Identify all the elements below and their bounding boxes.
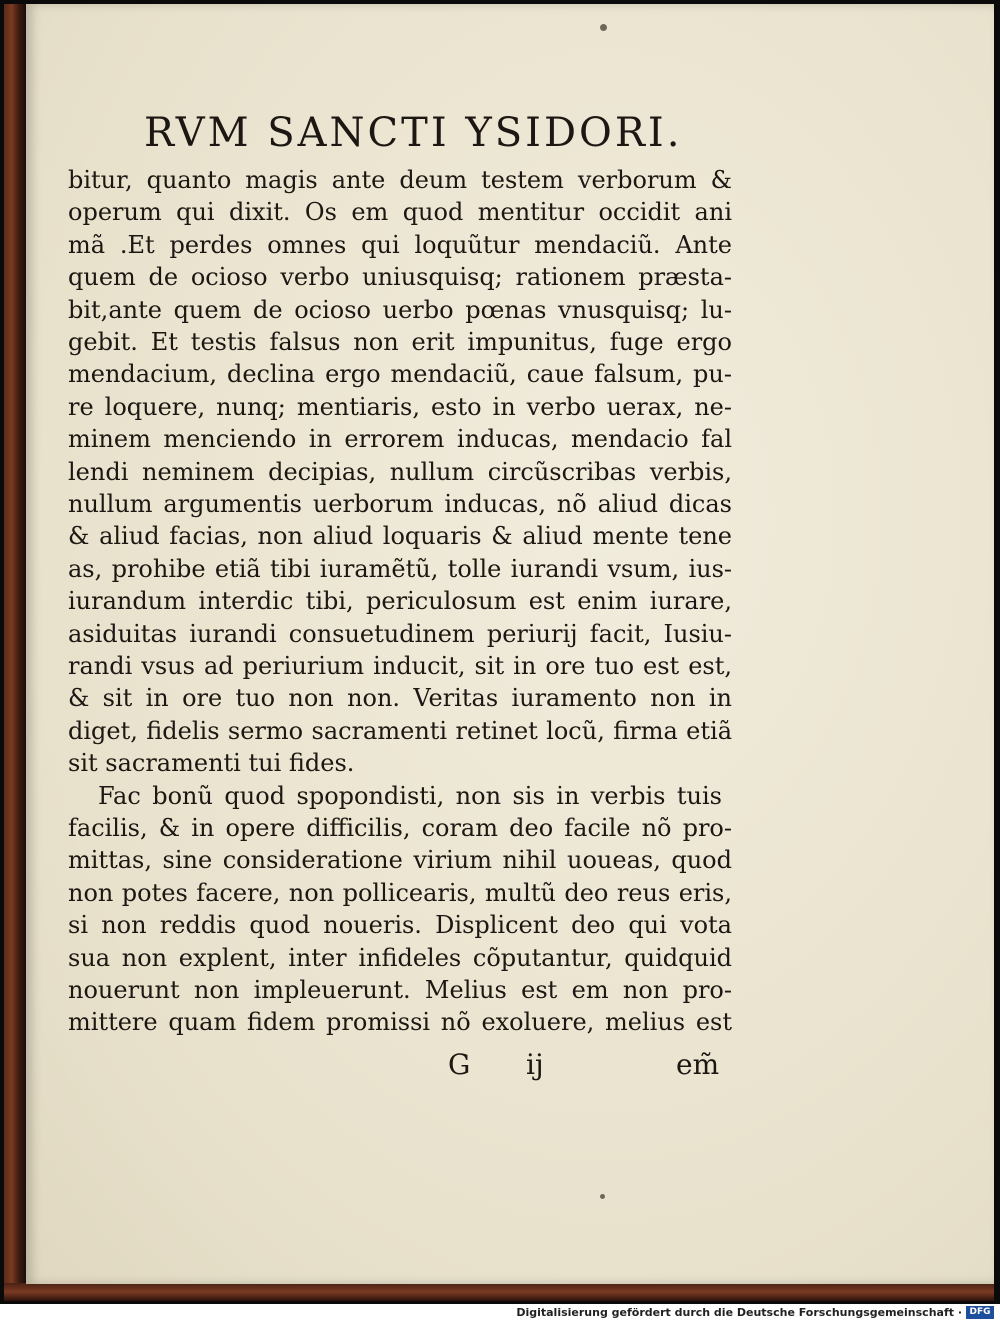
text-line: bit,ante quem de ocioso uerbo pœnas vnusquisq; lu- <box>68 295 732 324</box>
text-line: as, prohibe etiã tibi iuramẽtũ, tolle iurandi vsum, ius- <box>68 554 732 583</box>
text-line: mittere quam fidem promissi nõ exoluere, melius est <box>68 1008 732 1037</box>
paper-speck <box>600 24 607 31</box>
book-spine-edge <box>4 4 26 1300</box>
text-line: minem menciendo in errorem inducas, mendacio fal <box>68 425 732 454</box>
text-line: re loquere, nunq; mentiaris, esto in verbo uerax, ne- <box>68 392 732 421</box>
text-line: nullum argumentis uerborum inducas, nõ aliud dicas <box>68 490 732 518</box>
text-line: iurandum interdic tibi, periculosum est enim iurare, <box>68 587 732 616</box>
funding-credit: Digitalisierung gefördert durch die Deutsche Forschungsgemeinschaft · <box>516 1306 962 1319</box>
text-line: mã .Et perdes omnes qui loquũtur mendaciũ. Ante <box>68 230 732 259</box>
text-line: gebit. Et testis falsus non erit impunitus, fuge ergo <box>68 328 732 356</box>
running-head: RVM SANCTI YSIDORI. <box>144 110 683 156</box>
text-line: Fac bonũ quod spopondisti, non sis in verbis tuis <box>98 781 722 810</box>
paper-speck <box>600 1194 605 1199</box>
text-line: facilis, & in opere difficilis, coram deo facile nõ pro- <box>68 814 732 842</box>
text-line: lendi neminem decipias, nullum circũscribas verbis, <box>68 457 732 486</box>
text-line: sit sacramenti tui fides. <box>68 749 355 778</box>
text-line: sua non explent, inter infideles cõputantur, quidquid <box>68 943 732 972</box>
dfg-logo-icon: DFG <box>966 1306 994 1319</box>
text-line: non potes facere, non pollicearis, multũ deo reus eris, <box>68 878 732 907</box>
signature-number: ij <box>526 1048 544 1081</box>
text-line: mendacium, declina ergo mendaciũ, caue falsum, pu- <box>68 360 732 389</box>
text-line: bitur, quanto magis ante deum testem verborum & <box>68 166 732 194</box>
book-bottom-edge <box>4 1283 994 1301</box>
text-line: nouerunt non impleuerunt. Melius est em non pro- <box>68 976 732 1004</box>
text-line: & aliud facias, non aliud loquaris & aliud mente tene <box>68 522 732 551</box>
text-line: operum qui dixit. Os em quod mentitur occidit ani <box>68 198 732 227</box>
catchword: em̃ <box>676 1048 720 1081</box>
text-line: randi vsus ad periurium inducit, sit in ore tuo est est, <box>68 652 732 680</box>
text-line: asiduitas iurandi consuetudinem periurij facit, Iusiu- <box>68 619 732 648</box>
signature-mark: G <box>448 1048 471 1081</box>
text-line: si non reddis quod noueris. Displicent deo qui vota <box>68 911 732 940</box>
text-line: & sit in ore tuo non non. Veritas iuramento non in <box>68 684 732 713</box>
text-line: diget, fidelis sermo sacramenti retinet locũ, firma etiã <box>68 716 732 745</box>
text-line: mittas, sine consideratione virium nihil uoueas, quod <box>68 846 732 875</box>
text-line: quem de ocioso verbo uniusquisq; rationem præsta- <box>68 263 732 292</box>
